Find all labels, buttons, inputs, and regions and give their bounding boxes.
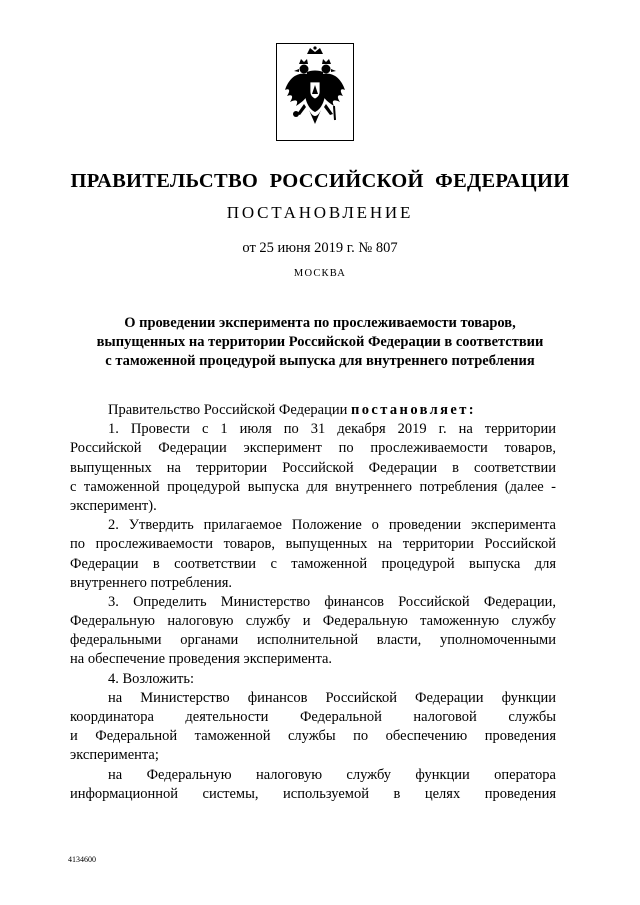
document-heading — [0, 314, 640, 371]
heading-line: с таможенной процедурой выпуска для внутреннего потребления — [105, 353, 535, 369]
body-line: по прослеживаемости товаров, выпущенных на территории Российской — [70, 536, 556, 553]
preamble-lead: Правительство Российской Федерации — [108, 402, 351, 418]
body-line: на Министерство финансов Российской Федерации функции — [108, 689, 556, 706]
body-line: внутреннего потребления. — [70, 574, 232, 591]
document-id: 4134600 — [68, 855, 96, 864]
double-headed-eagle-icon — [277, 44, 353, 140]
body-line: выпущенных на территории Российской Федерации в соответствии — [70, 459, 556, 476]
body-line: Федерации в соответствии с таможенной процедурой выпуска для — [70, 555, 556, 572]
body-line: и Федеральной таможенной службы по обеспечению проведения — [70, 728, 556, 745]
body-line: 1. Провести с 1 июля по 31 декабря 2019 г. на территории — [108, 421, 556, 438]
body-line: эксперимент). — [70, 497, 157, 514]
body-line: координатора деятельности Федеральной налоговой службы — [70, 709, 556, 725]
body-line: 2. Утвердить прилагаемое Положение о проведении эксперимента — [108, 517, 556, 534]
body-line: Федеральную налоговую службу и Федеральную таможенную службу — [70, 613, 556, 630]
body-line: с таможенной процедурой выпуска для внутреннего потребления (далее - — [70, 478, 556, 495]
coat-of-arms-emblem — [276, 43, 354, 141]
city-label: МОСКВА — [293, 268, 347, 279]
body-line: информационной системы, используемой в целях проведения — [70, 785, 556, 802]
document-body — [70, 401, 556, 804]
body-line: на Федеральную налоговую службу функции оператора — [108, 766, 556, 783]
body-line: Российской Федерации эксперимент по прослеживаемости товаров, — [70, 440, 556, 457]
body-line: 3. Определить Министерство финансов Российской Федерации, — [108, 593, 556, 610]
heading-line: О проведении эксперимента по прослеживаемости товаров, — [124, 315, 516, 331]
government-title: ПРАВИТЕЛЬСТВО РОССИЙСКОЙ ФЕДЕРАЦИИ — [70, 170, 570, 192]
preamble-emphasis: постановляет: — [350, 402, 477, 418]
heading-line: выпущенных на территории Российской Федерации в соответствии — [96, 334, 544, 350]
preamble-line — [70, 401, 556, 420]
body-line: на обеспечение проведения эксперимента. — [70, 651, 333, 668]
document-date-number: от 25 июня 2019 г. № 807 — [242, 240, 398, 256]
body-lines — [70, 420, 556, 804]
document-type: ПОСТАНОВЛЕНИЕ — [226, 203, 414, 222]
body-line: эксперимента; — [70, 747, 159, 764]
body-line: 4. Возложить: — [108, 670, 195, 687]
body-line: федеральными органами исполнительной власти, уполномоченными — [70, 632, 556, 649]
